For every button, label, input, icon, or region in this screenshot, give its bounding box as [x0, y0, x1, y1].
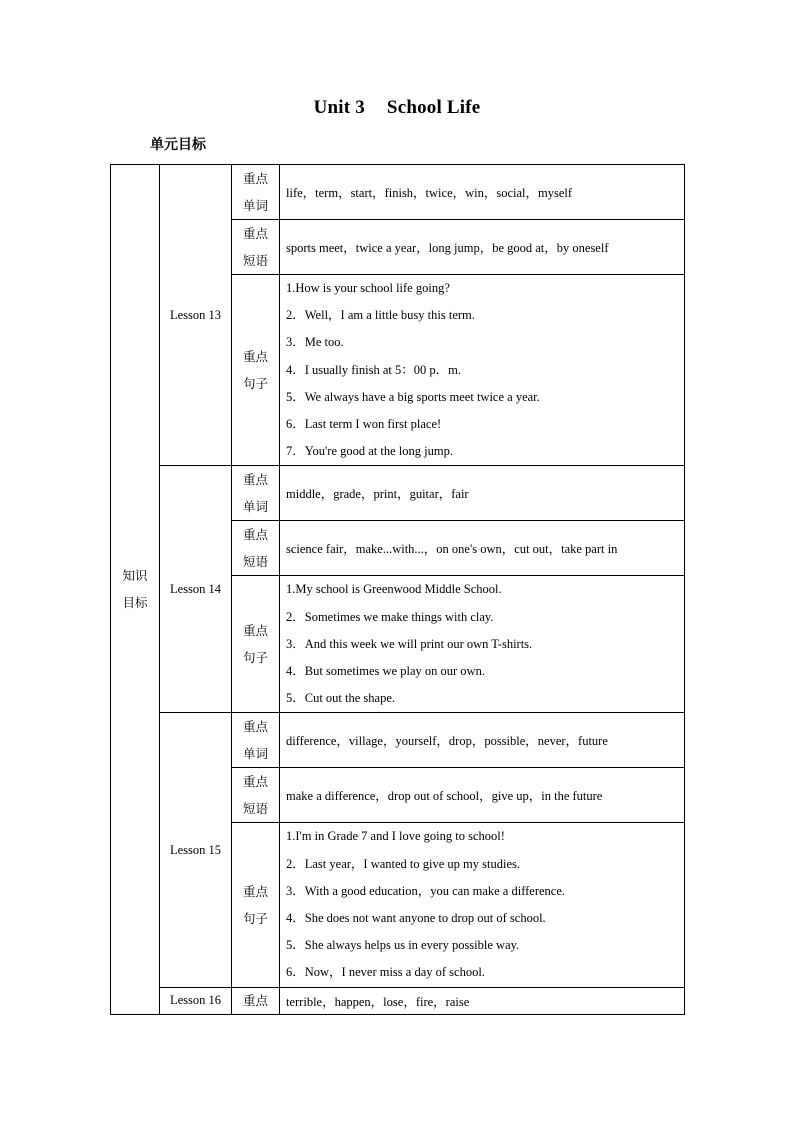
type-label-sentences: 重点 句子: [232, 275, 280, 466]
key-phrases: make a difference，drop out of school，give up，in the future: [280, 768, 685, 823]
lesson-name: Lesson 13: [160, 165, 232, 466]
key-phrases: science fair，make...with...，on one's own，cut out，take part in: [280, 521, 685, 576]
key-words: life，term，start，finish，twice，win，social，myself: [280, 165, 685, 220]
sentence: 5．She always helps us in every possible way.: [286, 938, 520, 953]
key-sentences: [280, 823, 685, 987]
type-label-words: 重点 单词: [232, 466, 280, 521]
sentence: 1.How is your school life going?: [286, 281, 450, 295]
unit-goals-table: [110, 164, 685, 1015]
type-label-partial: 重点: [232, 987, 280, 1014]
type-label-phrases: 重点 短语: [232, 220, 280, 275]
sentence: 5．We always have a big sports meet twice a year.: [286, 389, 540, 404]
sentence: 3．With a good education，you can make a difference.: [286, 883, 566, 898]
type-label-words: 重点 单词: [232, 713, 280, 768]
type-label-sentences: 重点 句子: [232, 576, 280, 713]
category-cell: 知识 目标: [111, 165, 160, 1015]
table-row: [111, 987, 685, 1014]
type-label-words: 重点 单词: [232, 165, 280, 220]
key-sentences: [280, 275, 685, 466]
table-row: [111, 165, 685, 220]
sentence: 4．But sometimes we play on our own.: [286, 664, 485, 679]
section-heading: 单元目标: [150, 137, 206, 153]
sentence: 2．Sometimes we make things with clay.: [286, 609, 494, 624]
sentence: 3．And this week we will print our own T-shirts.: [286, 636, 533, 651]
type-label-phrases: 重点 短语: [232, 521, 280, 576]
sentence: 1.I'm in Grade 7 and I love going to school!: [286, 829, 505, 844]
key-words: terrible，happen，lose，fire，raise: [280, 987, 685, 1014]
lesson-name: Lesson 16: [160, 987, 232, 1014]
sentence: 2．Well，I am a little busy this term.: [286, 308, 475, 323]
sentence: 5．Cut out the shape.: [286, 691, 396, 706]
sentence: 3．Me too.: [286, 335, 344, 350]
table-row: [111, 713, 685, 768]
key-words: middle，grade，print，guitar，fair: [280, 466, 685, 521]
unit-name: School Life: [386, 97, 481, 118]
sentence: 6．Last term I won first place!: [286, 417, 442, 432]
lesson-name: Lesson 15: [160, 713, 232, 987]
sentence: 6．Now，I never miss a day of school.: [286, 965, 485, 980]
sentence: 4．She does not want anyone to drop out of school.: [286, 911, 546, 926]
sentence: 7．You're good at the long jump.: [286, 444, 453, 459]
table-row: [111, 466, 685, 521]
key-phrases: sports meet，twice a year，long jump，be good at，by oneself: [280, 220, 685, 275]
sentence: 2．Last year，I wanted to give up my studies.: [286, 856, 520, 871]
type-label-sentences: 重点 句子: [232, 823, 280, 987]
unit-number: Unit 3: [313, 97, 365, 118]
sentence: 4．I usually finish at 5：00 p．m.: [286, 362, 461, 377]
sentence: 1.My school is Greenwood Middle School.: [286, 582, 502, 597]
lesson-name: Lesson 14: [160, 466, 232, 713]
key-sentences: [280, 576, 685, 713]
key-words: difference，village，yourself，drop，possible，never，future: [280, 713, 685, 768]
page-title: [0, 97, 794, 119]
type-label-phrases: 重点 短语: [232, 768, 280, 823]
